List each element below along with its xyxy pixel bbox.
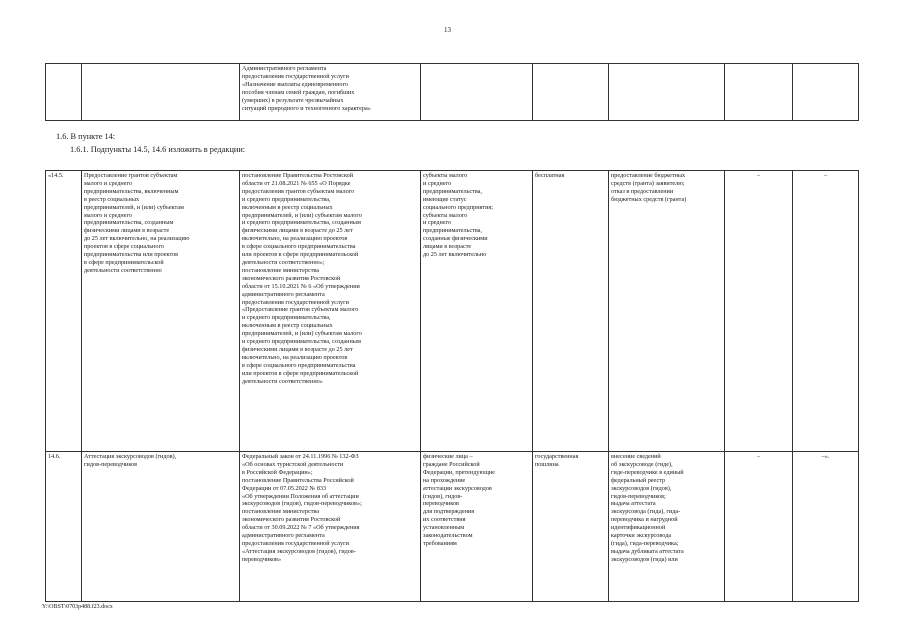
text-line: в Российской Федерации»; <box>242 468 313 476</box>
paragraph-1-6: 1.6. В пункте 14: <box>56 132 116 141</box>
text-line: предпринимателей, и (или) субъектам <box>84 203 184 211</box>
text-line: гидов-переводчиков; <box>611 492 666 500</box>
result <box>609 171 725 452</box>
text-line: созданные физическими <box>423 235 488 243</box>
text-line: в сфере предпринимательской <box>84 258 164 266</box>
text-line: предпринимательства, включенным <box>84 187 179 195</box>
text-line: в сфере социального предпринимательства <box>242 361 356 369</box>
text-line: федеральный реестр <box>611 476 666 484</box>
text-line: до 25 лет включительно <box>423 251 487 259</box>
text-line: физическими лицами в возрасте <box>84 227 170 235</box>
text-line: субъекты малого <box>423 211 468 219</box>
text-line: гидов-переводчиков <box>84 460 138 468</box>
text-line: физическими лицами в возрасте до 25 лет <box>242 345 353 353</box>
text-line: средств (гранта) заявителю; <box>611 179 685 187</box>
text-line: имеющие статус <box>423 195 467 203</box>
top-table <box>45 63 859 121</box>
top-cell-2 <box>82 64 240 121</box>
table-row <box>46 452 859 602</box>
text-line: «Об утверждении Положения об аттестации <box>242 492 359 500</box>
legal-basis <box>240 452 421 602</box>
text-line: переводчиков <box>423 500 459 508</box>
text-line: требованиям <box>423 539 457 547</box>
top-line: ситуаций природного и техногенного характера» <box>242 104 371 112</box>
row-number: «14.5. <box>46 171 82 452</box>
payment: бесплатная <box>533 171 609 452</box>
text-line: социального предприятия; <box>423 203 493 211</box>
service-name <box>82 452 240 602</box>
text-line: области от 15.10.2021 № 6 «Об утверждении <box>242 282 360 290</box>
top-line: Административного регламента <box>242 65 327 72</box>
top-line: предоставления государственной услуги <box>242 72 349 80</box>
text-line: предоставления государственной услуги <box>242 539 349 547</box>
text-line: гиде-переводчике в единый <box>611 468 684 476</box>
text-line: малого и среднего <box>84 211 132 219</box>
text-line: экскурсоводов (гидов), гидов-переводчиков»; <box>242 500 362 508</box>
text-line: идентификационной <box>611 524 666 532</box>
text-line: постановление министерства <box>242 266 320 274</box>
text-line: Аттестация экскурсоводов (гидов), <box>84 453 177 460</box>
recipients <box>421 171 533 452</box>
top-cell-8 <box>793 64 859 121</box>
text-line: включительно, на реализацию проектов <box>242 235 348 243</box>
text-line: административного регламента <box>242 290 325 298</box>
footer-file-path: Y:\OBST\0703p488.f23.docx <box>42 604 113 610</box>
text-line: «Аттестация экскурсоводов (гидов), гидов- <box>242 547 356 555</box>
text-line: на прохождение <box>423 476 466 484</box>
text-line: граждане Российской <box>423 460 480 468</box>
main-table <box>45 170 859 602</box>
text-line: деятельности соответственно» <box>242 377 323 385</box>
text-line: аттестации экскурсоводов <box>423 484 492 492</box>
text-line: для подтверждения <box>423 508 475 516</box>
text-line: бюджетных средств (гранта) <box>611 195 687 203</box>
text-line: деятельности соответственно <box>84 266 162 274</box>
top-line: пособия членам семей граждан, погибших <box>242 88 355 96</box>
text-line: и среднего <box>423 179 452 187</box>
text-line: экскурсоводов (гидов), <box>611 484 672 492</box>
text-line: экономического развития Ростовской <box>242 274 341 282</box>
top-cell-4 <box>421 64 533 121</box>
text-line: и среднего предпринимательства, <box>242 195 331 203</box>
text-line: включенным в реестр социальных <box>242 322 333 330</box>
text-line: экскурсоводов (гида) или <box>611 555 678 563</box>
text-line: и среднего <box>423 219 452 227</box>
text-line: постановление министерства <box>242 508 320 516</box>
text-line: или проектов в сфере предпринимательской <box>242 251 359 259</box>
text-line: предпринимательства, <box>423 227 482 235</box>
text-line: деятельности соответственно»; <box>242 258 325 266</box>
page-number: 13 <box>444 26 451 34</box>
text-line: постановление Правительства Ростовской <box>242 172 354 179</box>
text-line: внесение сведений <box>611 453 661 460</box>
text-line: физические лица – <box>423 453 473 460</box>
top-cell-1 <box>46 64 82 121</box>
text-line: субъекты малого <box>423 172 468 179</box>
text-line: области от 30.09.2022 № 7 «Об утверждения <box>242 524 360 532</box>
col-7-dash: – <box>725 171 793 452</box>
text-line: Федеральный закон от 24.11.1996 № 132-ФЗ <box>242 453 359 460</box>
text-line: предоставление бюджетных <box>611 172 686 179</box>
text-line: в сфере социального предпринимательства <box>242 243 356 251</box>
text-line: экономического развития Ростовской <box>242 516 341 524</box>
text-line: до 25 лет включительно, на реализацию <box>84 235 190 243</box>
text-line: предпринимательства, созданным <box>84 219 174 227</box>
paragraph-1-6-1: 1.6.1. Подпункты 14.5, 14.6 изложить в редакции: <box>70 145 246 154</box>
text-line: (гидов), гидов- <box>423 492 463 500</box>
text-line: установленным <box>423 524 465 532</box>
text-line: включительно, на реализацию проектов <box>242 353 348 361</box>
text-line: их соответствия <box>423 516 466 524</box>
text-line: (гида), гида-переводчика; <box>611 539 679 547</box>
col-7-dash: – <box>725 452 793 602</box>
text-line: Предоставление грантов субъектам <box>84 172 178 179</box>
table-row <box>46 171 859 452</box>
payment <box>533 452 609 602</box>
top-line: (умерших) в результате чрезвычайных <box>242 96 344 104</box>
text-line: предоставления грантов субъектам малого <box>242 187 355 195</box>
text-line: законодательством <box>423 532 473 540</box>
text-line: государственная <box>535 453 579 460</box>
recipients <box>421 452 533 602</box>
text-line: об экскурсоводе (гиде), <box>611 460 673 468</box>
text-line: переводчика и нагрудной <box>611 516 678 524</box>
col-8-dash: –». <box>793 452 859 602</box>
text-line: экскурсовода (гида), гида- <box>611 508 681 516</box>
text-line: предпринимателей, и (или) субъектам малого <box>242 211 362 219</box>
text-line: и среднего предпринимательства, <box>242 314 331 322</box>
text-line: отказ в предоставлении <box>611 187 674 195</box>
text-line: и среднего предпринимательства, созданным <box>242 338 361 346</box>
top-cell-7 <box>725 64 793 121</box>
text-line: пошлина <box>535 460 559 468</box>
top-line: «Назначение выплаты единовременного <box>242 80 348 88</box>
text-line: постановление Правительства Российской <box>242 476 354 484</box>
top-cell-5 <box>533 64 609 121</box>
text-line: лицами в возрасте <box>423 243 472 251</box>
text-line: включенным в реестр социальных <box>242 203 333 211</box>
text-line: выдача аттестата <box>611 500 656 508</box>
col-8-dash: – <box>793 171 859 452</box>
text-line: переводчиков» <box>242 555 282 563</box>
text-line: проектов в сфере социального <box>84 243 164 251</box>
text-line: «Предоставление грантов субъектам малого <box>242 306 359 314</box>
text-line: малого и среднего <box>84 179 132 187</box>
result <box>609 452 725 602</box>
service-name <box>82 171 240 452</box>
row-number: 14.6. <box>46 452 82 602</box>
text-line: Федерации от 07.05.2022 № 833 <box>242 484 327 492</box>
text-line: и среднего предпринимательства, созданным <box>242 219 361 227</box>
text-line: Федерации, претендующие <box>423 468 495 476</box>
text-line: физическими лицами в возрасте до 25 лет <box>242 227 353 235</box>
text-line: предпринимательства или проектов <box>84 251 179 259</box>
text-line: в реестр социальных <box>84 195 140 203</box>
legal-basis <box>240 171 421 452</box>
text-line: «Об основах туристской деятельности <box>242 460 344 468</box>
top-cell-6 <box>609 64 725 121</box>
text-line: административного регламента <box>242 532 325 540</box>
text-line: или проектов в сфере предпринимательской <box>242 369 359 377</box>
text-line: предпринимателей, и (или) субъектам малого <box>242 330 362 338</box>
text-line: области от 21.08.2021 № 655 «О Порядке <box>242 179 351 187</box>
text-line: предпринимательства, <box>423 187 482 195</box>
text-line: предоставления государственной услуги <box>242 298 349 306</box>
top-cell-basis <box>240 64 421 121</box>
text-line: выдача дубликата аттестата <box>611 547 684 555</box>
text-line: карточки экскурсовода <box>611 532 672 540</box>
